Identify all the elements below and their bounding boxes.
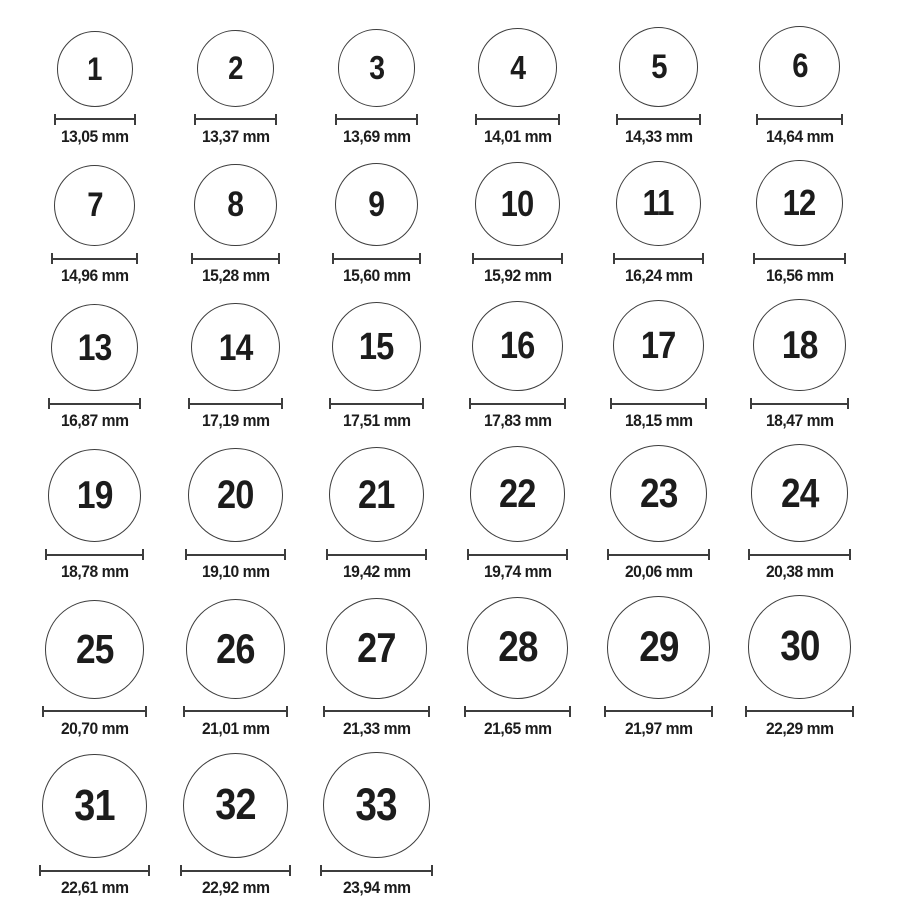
- ring-size-number: 10: [501, 182, 534, 224]
- ring-circle: [467, 597, 569, 699]
- ring-size-number: 16: [500, 325, 535, 368]
- diameter-label: 22,92 mm: [201, 878, 270, 898]
- diameter-line: [475, 114, 560, 125]
- ring-size-number: 17: [641, 324, 676, 367]
- ring-size-number: 29: [638, 622, 679, 671]
- ring-size-row: [24, 26, 900, 146]
- diameter-line: [613, 253, 705, 264]
- diameter-line: [464, 706, 572, 717]
- diameter-line: [326, 549, 427, 560]
- diameter-line: [42, 706, 147, 717]
- diameter-line: [756, 114, 843, 125]
- diameter-label: 15,92 mm: [483, 266, 552, 286]
- ring-size-number: 23: [639, 470, 678, 517]
- ring-circle: [183, 753, 288, 858]
- diameter-line: [180, 865, 291, 876]
- diameter-line: [191, 253, 280, 264]
- ring-size-number: 11: [642, 182, 675, 224]
- diameter-label: 14,01 mm: [483, 126, 552, 146]
- ring-size-cell: [24, 754, 165, 898]
- diameter-label: 22,29 mm: [765, 718, 834, 738]
- ring-circle: [748, 595, 852, 699]
- ring-circle: [335, 163, 419, 247]
- ring-size-row: [24, 160, 900, 285]
- diameter-line: [335, 114, 419, 125]
- ring-size-number: 20: [217, 473, 254, 518]
- diameter-label: 14,64 mm: [765, 126, 834, 146]
- ring-size-number: 24: [780, 469, 819, 516]
- ring-circle: [51, 304, 138, 391]
- ring-size-number: 19: [76, 474, 113, 518]
- diameter-line: [45, 549, 144, 560]
- ring-circle: [191, 303, 279, 391]
- ring-size-number: 1: [87, 50, 102, 87]
- ring-size-cell: [306, 752, 447, 897]
- ring-size-number: 18: [781, 323, 818, 367]
- diameter-label: 20,38 mm: [765, 562, 834, 582]
- diameter-label: 17,83 mm: [483, 411, 552, 431]
- ring-circle: [619, 27, 699, 107]
- ring-size-row: [24, 444, 900, 581]
- ring-size-cell: [729, 160, 870, 285]
- diameter-line: [616, 114, 702, 125]
- ring-size-cell: [24, 449, 165, 581]
- ring-circle: [610, 445, 707, 542]
- ring-size-number: 30: [779, 622, 820, 671]
- ring-circle: [45, 600, 144, 699]
- ring-size-number: 31: [74, 780, 115, 830]
- ring-size-cell: [24, 304, 165, 430]
- ring-size-number: 12: [783, 181, 816, 223]
- ring-size-cell: [588, 300, 729, 430]
- ring-size-number: 21: [358, 472, 395, 517]
- ring-circle: [753, 299, 845, 391]
- ring-circle: [478, 28, 557, 107]
- ring-circle: [759, 26, 840, 107]
- ring-size-cell: [729, 595, 870, 738]
- ring-circle: [338, 29, 416, 107]
- diameter-label: 18,47 mm: [765, 411, 834, 431]
- ring-size-number: 2: [228, 50, 243, 87]
- diameter-line: [467, 549, 569, 560]
- ring-circle: [613, 300, 704, 391]
- ring-circle: [57, 31, 133, 107]
- diameter-line: [183, 706, 289, 717]
- ring-size-cell: [729, 444, 870, 581]
- ring-size-number: 26: [216, 624, 255, 672]
- ring-circle: [323, 752, 429, 858]
- diameter-label: 20,06 mm: [624, 562, 693, 582]
- diameter-label: 23,94 mm: [342, 878, 411, 898]
- diameter-label: 15,60 mm: [342, 266, 411, 286]
- ring-size-number: 22: [499, 472, 536, 517]
- diameter-label: 13,37 mm: [201, 126, 270, 146]
- ring-size-cell: [24, 31, 165, 146]
- diameter-line: [188, 398, 282, 409]
- ring-size-cell: [306, 163, 447, 286]
- diameter-label: 16,87 mm: [60, 411, 129, 431]
- diameter-label: 21,97 mm: [624, 718, 693, 738]
- ring-size-row: [24, 595, 900, 738]
- diameter-line: [750, 398, 848, 409]
- diameter-label: 18,15 mm: [624, 411, 693, 431]
- ring-size-number: 25: [75, 625, 114, 672]
- diameter-line: [54, 114, 136, 125]
- ring-circle: [186, 599, 286, 699]
- ring-size-cell: [729, 299, 870, 430]
- ring-circle: [188, 448, 282, 542]
- diameter-label: 14,96 mm: [60, 266, 129, 286]
- ring-size-cell: [447, 162, 588, 286]
- ring-size-row: [24, 752, 900, 897]
- ring-size-number: 32: [215, 780, 256, 830]
- ring-size-cell: [165, 303, 306, 430]
- ring-size-number: 6: [791, 47, 808, 86]
- ring-size-cell: [447, 446, 588, 581]
- diameter-label: 19,42 mm: [342, 562, 411, 582]
- ring-size-number: 8: [227, 185, 244, 225]
- diameter-line: [745, 706, 855, 717]
- diameter-line: [48, 398, 141, 409]
- diameter-line: [607, 549, 710, 560]
- diameter-label: 13,05 mm: [60, 126, 129, 146]
- ring-size-cell: [165, 448, 306, 581]
- diameter-label: 20,70 mm: [60, 718, 129, 738]
- ring-size-number: 33: [355, 779, 398, 831]
- ring-size-cell: [306, 598, 447, 738]
- ring-circle: [42, 754, 147, 859]
- diameter-label: 17,19 mm: [201, 411, 270, 431]
- diameter-line: [472, 253, 563, 264]
- ring-size-cell: [165, 30, 306, 146]
- diameter-line: [320, 865, 432, 876]
- diameter-label: 17,51 mm: [342, 411, 411, 431]
- ring-circle: [48, 449, 141, 542]
- diameter-label: 15,28 mm: [201, 266, 270, 286]
- ring-circle: [475, 162, 560, 247]
- ring-size-number: 4: [510, 48, 525, 86]
- diameter-label: 19,74 mm: [483, 562, 552, 582]
- ring-size-number: 28: [497, 623, 538, 672]
- ring-size-number: 9: [368, 184, 385, 224]
- ring-size-cell: [729, 26, 870, 146]
- diameter-line: [194, 114, 277, 125]
- ring-size-number: 15: [359, 325, 394, 368]
- ring-size-cell: [306, 302, 447, 430]
- diameter-line: [753, 253, 845, 264]
- ring-size-cell: [588, 596, 729, 738]
- ring-size-row: [24, 299, 900, 430]
- diameter-line: [51, 253, 139, 264]
- ring-size-cell: [24, 600, 165, 738]
- ring-circle: [54, 165, 136, 247]
- diameter-label: 16,24 mm: [624, 266, 693, 286]
- diameter-label: 16,56 mm: [765, 266, 834, 286]
- ring-circle: [607, 596, 710, 699]
- ring-size-cell: [588, 27, 729, 146]
- ring-size-number: 3: [369, 49, 384, 87]
- diameter-line: [604, 706, 713, 717]
- ring-size-number: 5: [650, 47, 667, 86]
- ring-size-cell: [306, 447, 447, 581]
- diameter-label: 13,69 mm: [342, 126, 411, 146]
- ring-circle: [616, 161, 702, 247]
- ring-circle: [751, 444, 849, 542]
- ring-size-cell: [24, 165, 165, 286]
- ring-circle: [470, 446, 566, 542]
- diameter-label: 19,10 mm: [201, 562, 270, 582]
- diameter-line: [610, 398, 707, 409]
- diameter-line: [39, 865, 150, 876]
- diameter-label: 22,61 mm: [60, 878, 129, 898]
- ring-size-number: 13: [77, 327, 112, 369]
- diameter-label: 21,01 mm: [201, 718, 270, 738]
- ring-size-cell: [447, 597, 588, 738]
- ring-size-number: 14: [218, 326, 253, 368]
- diameter-line: [323, 706, 430, 717]
- ring-circle: [472, 301, 562, 391]
- ring-circle: [326, 598, 427, 699]
- ring-size-cell: [588, 161, 729, 286]
- diameter-line: [748, 549, 852, 560]
- ring-size-cell: [447, 301, 588, 430]
- diameter-label: 18,78 mm: [60, 562, 129, 582]
- diameter-line: [469, 398, 565, 409]
- ring-size-cell: [447, 28, 588, 146]
- diameter-line: [332, 253, 422, 264]
- diameter-line: [329, 398, 424, 409]
- ring-size-number: 27: [357, 624, 396, 672]
- ring-circle: [194, 164, 277, 247]
- ring-size-cell: [165, 164, 306, 286]
- ring-circle: [332, 302, 421, 391]
- diameter-line: [185, 549, 285, 560]
- ring-circle: [329, 447, 424, 542]
- ring-circle: [756, 160, 842, 246]
- ring-size-cell: [165, 753, 306, 897]
- diameter-label: 21,33 mm: [342, 718, 411, 738]
- ring-size-number: 7: [86, 186, 103, 225]
- diameter-label: 14,33 mm: [624, 126, 693, 146]
- ring-circle: [197, 30, 274, 107]
- ring-size-cell: [588, 445, 729, 581]
- diameter-label: 21,65 mm: [483, 718, 552, 738]
- ring-size-cell: [306, 29, 447, 146]
- ring-size-cell: [165, 599, 306, 738]
